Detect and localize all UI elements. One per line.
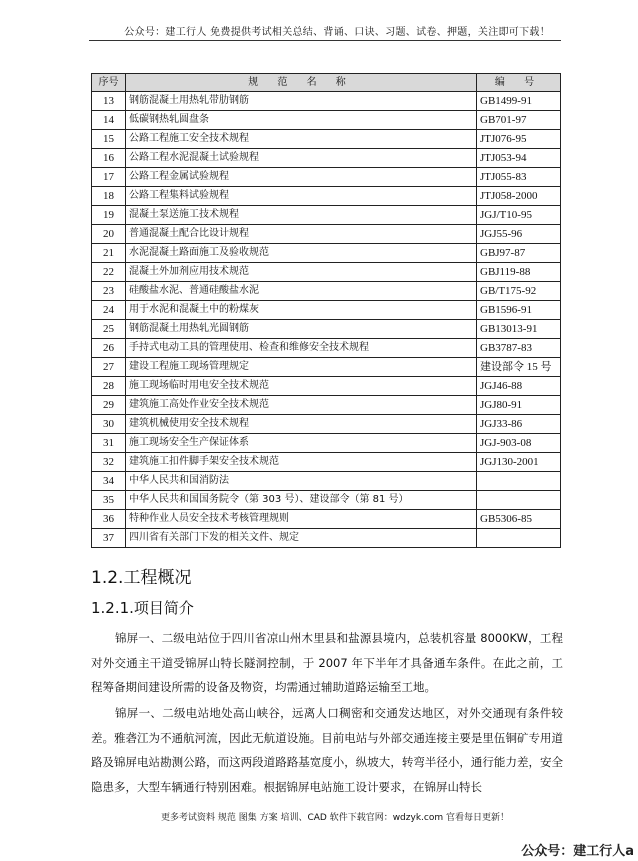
cell-no: 29	[92, 396, 126, 415]
table-row	[92, 358, 561, 377]
cell-name: 中华人民共和国国务院令（第 303 号）、建设部令（第 81 号）	[126, 491, 477, 510]
table-row	[92, 320, 561, 339]
cell-name: 施工现场安全生产保证体系	[126, 434, 477, 453]
cell-code: GB3787-83	[477, 339, 561, 358]
section-title: 1.2.工程概况	[91, 568, 192, 588]
standards-table	[91, 73, 561, 548]
cell-code	[477, 529, 561, 548]
subsection-title: 1.2.1.项目简介	[91, 599, 194, 617]
table-row	[92, 92, 561, 111]
cell-code: JGJ46-88	[477, 377, 561, 396]
cell-code: GBJ119-88	[477, 263, 561, 282]
cell-no: 17	[92, 168, 126, 187]
cell-code: JGJ33-86	[477, 415, 561, 434]
cell-no: 13	[92, 92, 126, 111]
cell-no: 24	[92, 301, 126, 320]
cell-code: JGJ80-91	[477, 396, 561, 415]
cell-no: 26	[92, 339, 126, 358]
table-row	[92, 491, 561, 510]
cell-name: 特种作业人员安全技术考核管理规则	[126, 510, 477, 529]
cell-name: 公路工程金属试验规程	[126, 168, 477, 187]
cell-no: 37	[92, 529, 126, 548]
cell-name: 水泥混凝土路面施工及验收规范	[126, 244, 477, 263]
cell-no: 34	[92, 472, 126, 491]
cell-code: GB701-97	[477, 111, 561, 130]
page-footer: 更多考试资料 规范 图集 方案 培训、CAD 软件下载官网：wdzyk.com 官看每日更新！	[161, 813, 509, 823]
cell-name: 普通混凝土配合比设计规程	[126, 225, 477, 244]
table-row	[92, 130, 561, 149]
header-code: 编 号	[477, 74, 561, 92]
cell-code: JTJ055-83	[477, 168, 561, 187]
cell-no: 36	[92, 510, 126, 529]
paragraph-1: 锦屏一、二级电站位于四川省凉山州木里县和盐源县境内，总装机容量 8000KW，工程对外交通主干道受锦屏山特长隧洞控制，于 2007 年下半年才具备通车条件。在此之前，工程筹备期间建设所需的设备及物资，均需通过辅助道路运输至工地。	[91, 631, 563, 694]
cell-no: 28	[92, 377, 126, 396]
cell-no: 15	[92, 130, 126, 149]
cell-code: JTJ058-2000	[477, 187, 561, 206]
cell-name: 混凝土外加剂应用技术规范	[126, 263, 477, 282]
table-row	[92, 244, 561, 263]
table-row	[92, 206, 561, 225]
page-header: 公众号：建工行人 免费提供考试相关总结、背诵、口诀、习题、试卷、押题，关注即可下载！	[124, 27, 550, 38]
header-divider	[89, 40, 561, 41]
table-row	[92, 529, 561, 548]
table-row	[92, 149, 561, 168]
table-row	[92, 434, 561, 453]
cell-name: 施工现场临时用电安全技术规范	[126, 377, 477, 396]
table-row	[92, 377, 561, 396]
cell-no: 22	[92, 263, 126, 282]
cell-name: 建筑施工扣件脚手架安全技术规范	[126, 453, 477, 472]
cell-name: 建设工程施工现场管理规定	[126, 358, 477, 377]
cell-name: 用于水泥和混凝土中的粉煤灰	[126, 301, 477, 320]
cell-name: 公路工程集料试验规程	[126, 187, 477, 206]
table-row	[92, 510, 561, 529]
header-name: 规 范 名 称	[126, 74, 477, 92]
cell-name: 手持式电动工具的管理使用、检查和维修安全技术规程	[126, 339, 477, 358]
table-row	[92, 263, 561, 282]
cell-no: 31	[92, 434, 126, 453]
cell-no: 18	[92, 187, 126, 206]
cell-name: 低碳钢热轧圆盘条	[126, 111, 477, 130]
cell-no: 30	[92, 415, 126, 434]
cell-code: GB1596-91	[477, 301, 561, 320]
cell-name: 建筑施工高处作业安全技术规范	[126, 396, 477, 415]
table-row	[92, 225, 561, 244]
cell-name: 公路工程施工安全技术规程	[126, 130, 477, 149]
cell-code: GB1499-91	[477, 92, 561, 111]
cell-code: JGJ/T10-95	[477, 206, 561, 225]
cell-code: 建设部令 15 号	[477, 358, 561, 377]
cell-code: GBJ97-87	[477, 244, 561, 263]
table-row	[92, 301, 561, 320]
cell-name: 四川省有关部门下发的相关文件、规定	[126, 529, 477, 548]
cell-code: GB5306-85	[477, 510, 561, 529]
table-row	[92, 396, 561, 415]
cell-no: 35	[92, 491, 126, 510]
table-row	[92, 472, 561, 491]
table-row	[92, 168, 561, 187]
table-row	[92, 339, 561, 358]
cell-no: 23	[92, 282, 126, 301]
cell-no: 14	[92, 111, 126, 130]
paragraph-2: 锦屏一、二级电站地处高山峡谷，远离人口稠密和交通发达地区，对外交通现有条件较差。雅砻江为不通航河流，因此无航道设施。目前电站与外部交通连接主要是里伍铜矿专用道路及锦屏电站勘测公路，而这两段道路路基宽度小，纵坡大，转弯半径小，通行能力差，安全隐患多，大型车辆通行特别困难。根据锦屏电站施工设计要求，在锦屏山特长	[91, 706, 563, 794]
cell-name: 建筑机械使用安全技术规程	[126, 415, 477, 434]
cell-code: JGJ-903-08	[477, 434, 561, 453]
cell-code: GB/T175-92	[477, 282, 561, 301]
cell-no: 21	[92, 244, 126, 263]
cell-no: 19	[92, 206, 126, 225]
table-row	[92, 415, 561, 434]
cell-name: 硅酸盐水泥、普通硅酸盐水泥	[126, 282, 477, 301]
cell-code: JGJ55-96	[477, 225, 561, 244]
cell-name: 混凝土泵送施工技术规程	[126, 206, 477, 225]
cell-no: 16	[92, 149, 126, 168]
cell-name: 钢筋混凝土用热轧带肋钢筋	[126, 92, 477, 111]
table-row	[92, 282, 561, 301]
watermark: 公众号：建工行人a	[521, 844, 634, 859]
cell-name: 钢筋混凝土用热轧光圆钢筋	[126, 320, 477, 339]
cell-code: JGJ130-2001	[477, 453, 561, 472]
cell-name: 中华人民共和国消防法	[126, 472, 477, 491]
header-no: 序号	[92, 74, 126, 92]
cell-code: JTJ076-95	[477, 130, 561, 149]
table-row	[92, 111, 561, 130]
cell-no: 32	[92, 453, 126, 472]
cell-no: 20	[92, 225, 126, 244]
table-row	[92, 187, 561, 206]
cell-code: JTJ053-94	[477, 149, 561, 168]
cell-no: 27	[92, 358, 126, 377]
cell-name: 公路工程水泥混凝土试验规程	[126, 149, 477, 168]
table-row	[92, 453, 561, 472]
cell-no: 25	[92, 320, 126, 339]
cell-code: GB13013-91	[477, 320, 561, 339]
table-header-row	[92, 74, 561, 92]
cell-code	[477, 491, 561, 510]
cell-code	[477, 472, 561, 491]
